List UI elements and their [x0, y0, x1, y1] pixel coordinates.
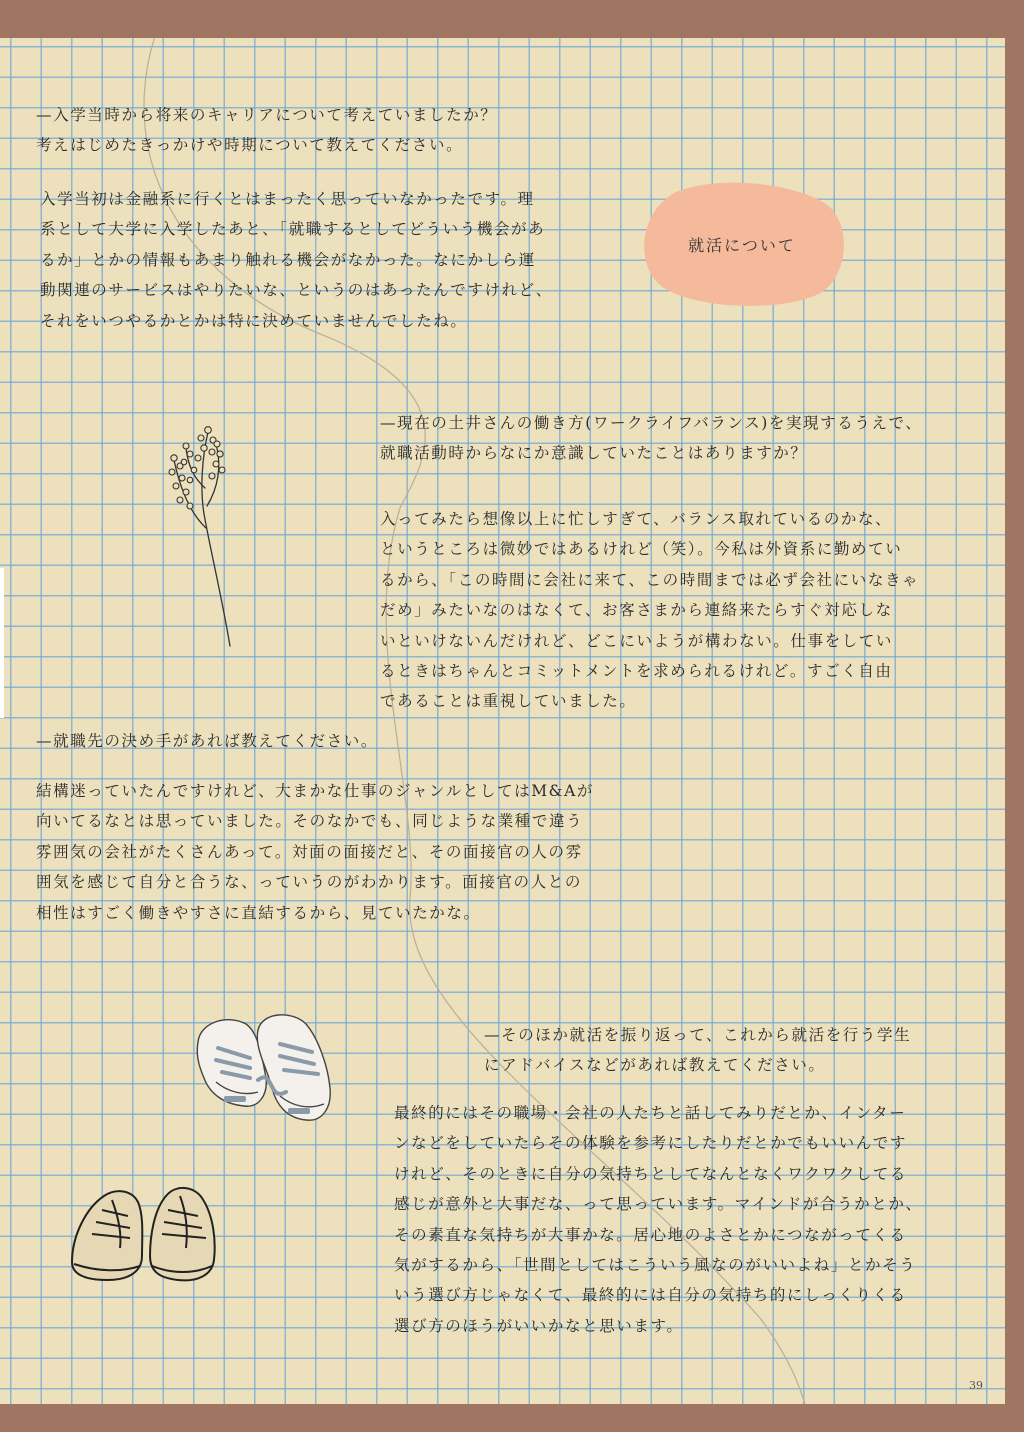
answer-line: るから、「この時間に会社に来て、この時間までは必ず会社にいなきゃ	[380, 570, 920, 589]
topic-badge	[636, 180, 848, 308]
question-3	[36, 726, 378, 756]
answer-line: 最終的にはその職場・会社の人たちと話してみりだとか、インター	[394, 1104, 907, 1122]
question-2	[380, 408, 922, 469]
answer-line: 向いてるなとは思っていました。そのなかでも、同じような業種で違う	[36, 812, 584, 831]
edge-mark	[0, 568, 4, 718]
answer-line: 気がするから、「世間としてはこういう風なのがいいよね」とかそう	[394, 1256, 917, 1275]
answer-2	[380, 504, 919, 717]
question-line: —就職先の決め手があれば教えてください。	[36, 732, 379, 750]
sneakers-top-illustration	[188, 1008, 336, 1140]
answer-line: るか」とかの情報もあまり触れる機会がなかった。なにかしら運	[40, 250, 536, 269]
page-number: 39	[969, 1379, 983, 1392]
answer-line: 入学当初は金融系に行くとはまったく思っていなかったです。理	[40, 190, 535, 208]
answer-line: 相性はすごく働きやすさに直結するから、見ていたかな。	[36, 903, 481, 922]
answer-line: 結構迷っていたんですけれど、大まかな仕事のジャンルとしてはM&Aが	[36, 782, 594, 800]
answer-line: 感じが意外と大事だな、って思っています。マインドが合うかとか、	[394, 1195, 923, 1214]
answer-line: 囲気を感じて自分と合うな、っていうのがわかります。面接官の人との	[36, 873, 582, 892]
answer-line: いう選び方じゃなくて、最終的には自分の気持ち的にしっくりくる	[394, 1286, 907, 1305]
grid-paper	[0, 38, 1005, 1404]
answer-line: その素直な気持ちが大事かな。居心地のよさとかにつながってくる	[394, 1225, 907, 1244]
question-line: —入学当時から将来のキャリアについて考えていましたか？	[36, 106, 498, 124]
dried-flower-sprig-illustration	[160, 418, 250, 650]
sneakers-bottom-illustration	[68, 1176, 218, 1284]
question-4	[484, 1020, 911, 1081]
answer-line: だめ」みたいなのはなくて、お客さまから連絡来たらすぐ対応しな	[380, 601, 893, 620]
answer-1	[40, 184, 553, 336]
question-line: —そのほか就活を振り返って、これから就活を行う学生	[484, 1026, 912, 1044]
answer-line: それをいつやるかとかは特に決めていませんでしたね。	[40, 311, 468, 330]
answer-line: であることは重視していました。	[380, 692, 637, 711]
answer-line: ンなどをしていたらその体験を参考にしたりだとかでもいいんです	[394, 1134, 908, 1153]
question-line: にアドバイスなどがあれば教えてください。	[484, 1056, 826, 1075]
question-line: 就職活動時からなにか意識していたことはありますか？	[380, 444, 808, 463]
question-line: —現在の土井さんの働き方(ワークライフバランス)を実現するうえで、	[380, 414, 923, 432]
answer-line: 選び方のほうがいいかなと思います。	[394, 1316, 684, 1335]
answer-line: けれど、そのときに自分の気持ちとしてなんとなくワクワクしてる	[394, 1164, 908, 1183]
question-1	[36, 100, 497, 161]
answer-line: 雰囲気の会社がたくさんあって。対面の面接だと、その面接官の人の雰	[36, 842, 583, 861]
answer-line: 系として大学に入学したあと、「就職するとしてどういう機会があ	[40, 220, 546, 239]
answer-3	[36, 776, 594, 928]
badge-label: 就活について	[688, 235, 796, 255]
answer-line: るときはちゃんとコミットメントを求められるけれど。すごく自由	[380, 662, 893, 681]
answer-line: 動関連のサービスはやりたいな、というのはあったんですけれど、	[40, 281, 553, 300]
answer-line: いといけないんだけれど、どこにいようが構わない。仕事をしてい	[380, 631, 894, 650]
answer-4	[394, 1098, 923, 1341]
question-line: 考えはじめたきっかけや時期について教えてください。	[36, 136, 464, 155]
answer-line: というところは微妙ではあるけれど（笑）。今私は外資系に勤めてい	[380, 540, 903, 559]
answer-line: 入ってみたら想像以上に忙しすぎて、バランス取れているのかな、	[380, 510, 893, 528]
